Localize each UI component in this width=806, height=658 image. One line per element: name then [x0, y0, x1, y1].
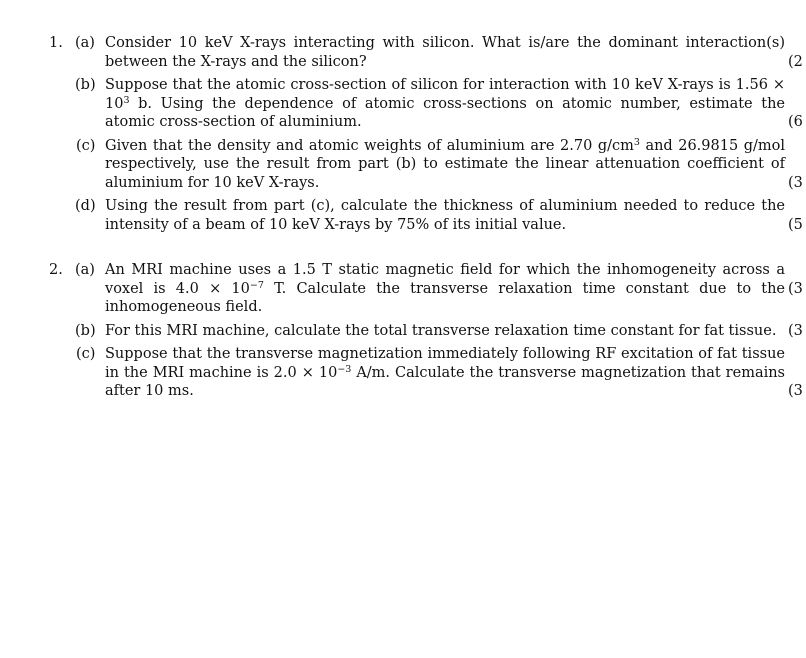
question-1-part-c [0, 137, 806, 193]
question-2-part-b [0, 322, 806, 341]
superscript: −7 [249, 279, 264, 291]
part-label: (b) [75, 77, 96, 93]
part-text-end: A/m. Calculate the transverse magnetization that remains after 10 ms. [105, 364, 785, 399]
part-label: (c) [76, 346, 96, 362]
question-2-part-a [0, 261, 806, 317]
part-text-start: Suppose that the atomic cross-section of silicon for interaction with 10 keV X-rays is 1.56 × 10 [105, 77, 785, 112]
question-1-part-a [0, 34, 806, 71]
superscript: 3 [633, 136, 640, 148]
part-text-start: Given that the density and atomic weights of aluminium are 2.70 g/cm [105, 137, 634, 154]
part-label: (c) [76, 137, 96, 154]
part-label: (b) [75, 322, 96, 339]
superscript: −3 [337, 363, 352, 375]
part-text: For this MRI machine, calculate the total transverse relaxation time constant for fat tissue. [105, 322, 777, 339]
part-text [105, 261, 785, 317]
part-text [105, 76, 785, 132]
part-text-start: An MRI machine uses a 1.5 T static magnetic field for which the inhomogeneity across a voxel is 4.0 × 10 [105, 262, 785, 297]
part-text: Consider 10 keV X-rays interacting with silicon. What is/are the dominant interaction(s) between the X-rays and the silicon? [105, 35, 785, 70]
marks-label: (3 [788, 383, 803, 399]
part-text-end: b. Using the dependence of atomic cross-sections on atomic number, estimate the atomic cross-section of aluminium. [105, 95, 785, 130]
part-text-end: T. Calculate the transverse relaxation time constant due to the inhomogeneous field. [105, 280, 786, 315]
part-text [105, 345, 785, 401]
question-number: 2. [49, 262, 63, 278]
marks-label: (3 [788, 174, 803, 191]
part-text: Using the result from part (c), calculate the thickness of aluminium needed to reduce the intensity of a beam of 10 keV X-rays by 75% of its initial value. [105, 198, 785, 233]
marks-label: (2 [788, 53, 803, 70]
part-text-start: Suppose that the transverse magnetization immediately following RF excitation of fat tissue in the MRI machine is 2.0 × 10 [105, 346, 785, 381]
marks-label: (5 [788, 216, 803, 233]
part-label: (a) [75, 35, 95, 51]
question-1-part-b [0, 76, 806, 132]
question-2 [0, 261, 806, 406]
question-1 [0, 34, 806, 239]
question-2-part-c [0, 345, 806, 401]
marks-label: (3 [788, 280, 803, 297]
question-number: 1. [49, 35, 63, 51]
part-label: (d) [75, 198, 96, 214]
marks-label: (3 [788, 322, 803, 339]
question-1-part-d [0, 197, 806, 234]
part-text-end: and 26.9815 g/mol respectively, use the result from part (b) to estimate the linear attenuation coefficient of aluminium for 10 keV X-rays. [105, 137, 785, 191]
part-label: (a) [75, 262, 95, 278]
marks-label: (6 [788, 114, 803, 130]
superscript: 3 [123, 94, 130, 106]
part-text [105, 137, 785, 193]
